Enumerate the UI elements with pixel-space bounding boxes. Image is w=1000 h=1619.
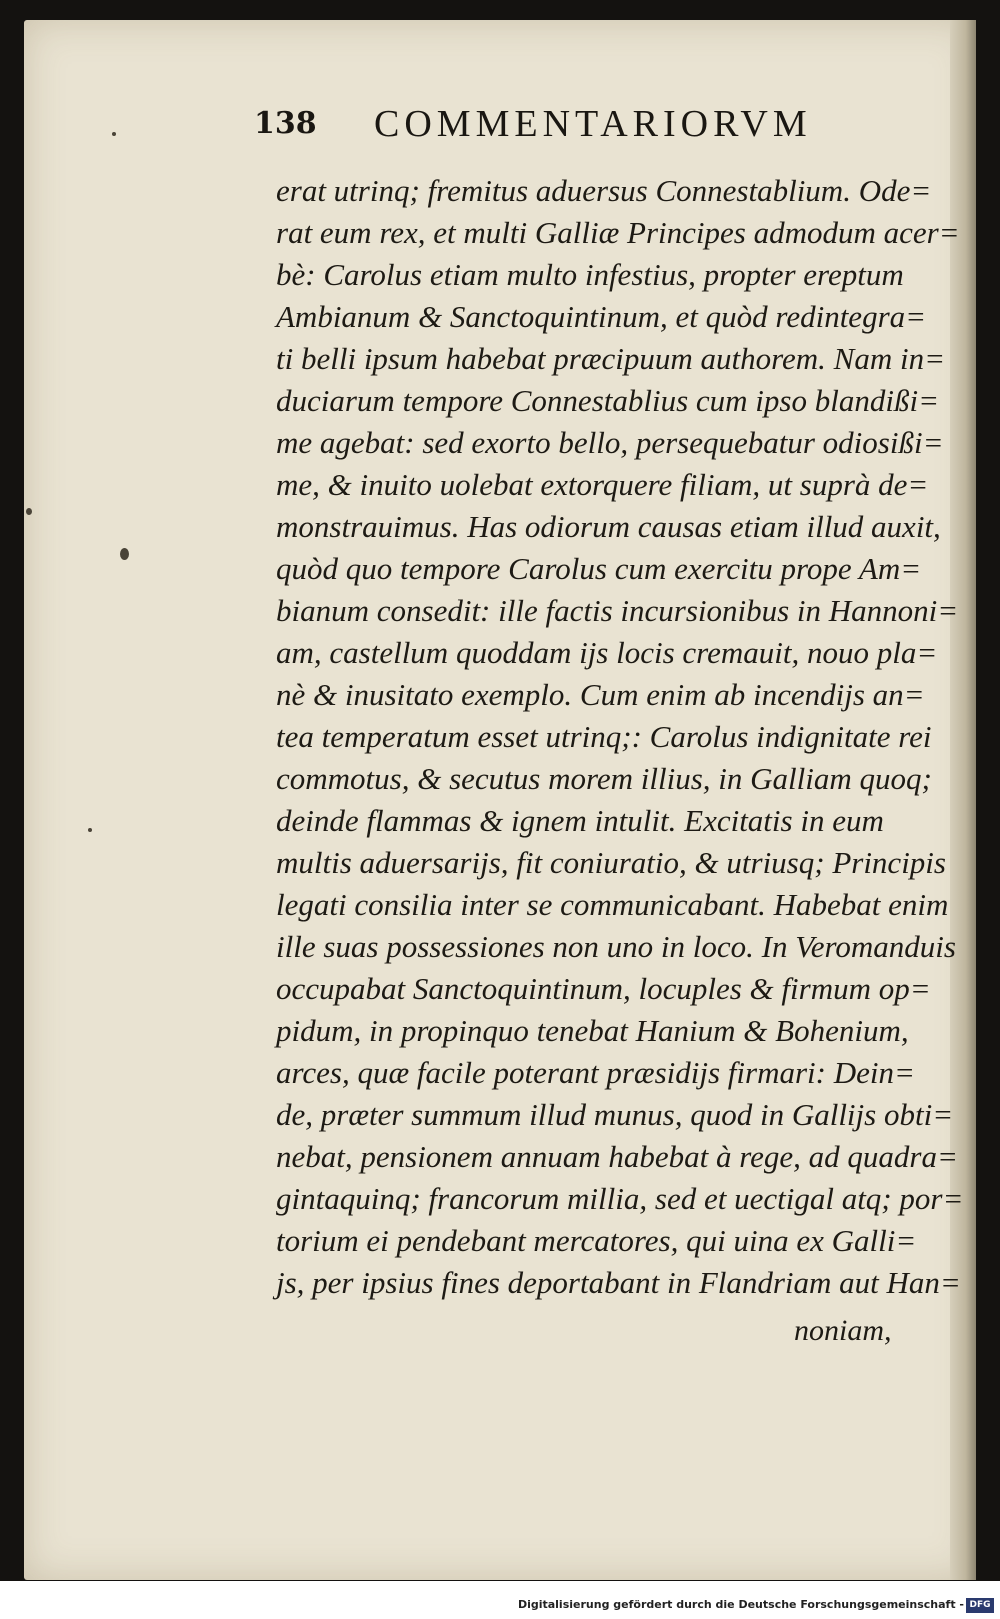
text-line: quòd quo tempore Carolus cum exercitu prope Am= bbox=[276, 551, 922, 586]
text-line: nè & inusitato exemplo. Cum enim ab incendijs an= bbox=[276, 677, 925, 712]
running-title: COMMENTARIORVM bbox=[374, 103, 812, 145]
text-line: de, præter summum illud munus, quod in Gallijs obti= bbox=[276, 1097, 954, 1132]
text-line: js, per ipsius fines deportabant in Flandriam aut Han= bbox=[276, 1265, 961, 1300]
text-line: arces, quæ facile poterant præsidijs firmari: Dein= bbox=[276, 1055, 915, 1090]
page-number: 138 bbox=[254, 106, 317, 141]
catchword: noniam, bbox=[794, 1314, 892, 1347]
text-line: am, castellum quoddam ijs locis cremauit, nouo pla= bbox=[276, 635, 938, 670]
footer-bar bbox=[0, 1581, 1000, 1619]
text-line: pidum, in propinquo tenebat Hanium & Bohenium, bbox=[276, 1013, 909, 1048]
text-line: multis aduersarijs, fit coniuratio, & utriusq; Principis bbox=[276, 845, 946, 880]
text-line: monstrauimus. Has odiorum causas etiam illud auxit, bbox=[276, 509, 941, 544]
book-page bbox=[24, 20, 976, 1580]
text-line: ille suas possessiones non uno in loco. In Veromanduis bbox=[276, 929, 956, 964]
text-line: Ambianum & Sanctoquintinum, et quòd redintegra= bbox=[276, 299, 927, 334]
running-head bbox=[254, 98, 874, 158]
text-line: gintaquinq; francorum millia, sed et uectigal atq; por= bbox=[276, 1181, 964, 1216]
text-line: occupabat Sanctoquintinum, locuples & firmum op= bbox=[276, 971, 931, 1006]
ink-speck bbox=[26, 508, 32, 515]
text-line: ti belli ipsum habebat præcipuum authorem. Nam in= bbox=[276, 341, 946, 376]
text-line: rat eum rex, et multi Galliæ Principes admodum acer= bbox=[276, 215, 960, 250]
text-line: torium ei pendebant mercatores, qui uina ex Galli= bbox=[276, 1223, 917, 1258]
text-line: commotus, & secutus morem illius, in Galliam quoq; bbox=[276, 761, 932, 796]
funding-credit: Digitalisierung gefördert durch die Deutsche Forschungsgemeinschaft - bbox=[517, 1598, 964, 1611]
text-line: bè: Carolus etiam multo infestius, propter ereptum bbox=[276, 257, 904, 292]
text-line: me agebat: sed exorto bello, persequebatur odiosißi= bbox=[276, 425, 944, 460]
ink-speck bbox=[112, 132, 116, 136]
ink-speck bbox=[120, 548, 129, 560]
dfg-logo: DFG bbox=[966, 1598, 994, 1613]
text-line: duciarum tempore Connestablius cum ipso blandißi= bbox=[276, 383, 939, 418]
text-line: me, & inuito uolebat extorquere filiam, ut suprà de= bbox=[276, 467, 929, 502]
text-line: bianum consedit: ille factis incursionibus in Hannoni= bbox=[276, 593, 959, 628]
text-line: tea temperatum esset utrinq;: Carolus indignitate rei bbox=[276, 719, 932, 754]
text-line: deinde flammas & ignem intulit. Excitatis in eum bbox=[276, 803, 884, 838]
text-line: nebat, pensionem annuam habebat à rege, ad quadra= bbox=[276, 1139, 958, 1174]
ink-speck bbox=[88, 828, 92, 832]
text-line: legati consilia inter se communicabant. Habebat enim bbox=[276, 887, 949, 922]
body-text bbox=[276, 170, 966, 1304]
text-line: erat utrinq; fremitus aduersus Connestablium. Ode= bbox=[276, 173, 932, 208]
